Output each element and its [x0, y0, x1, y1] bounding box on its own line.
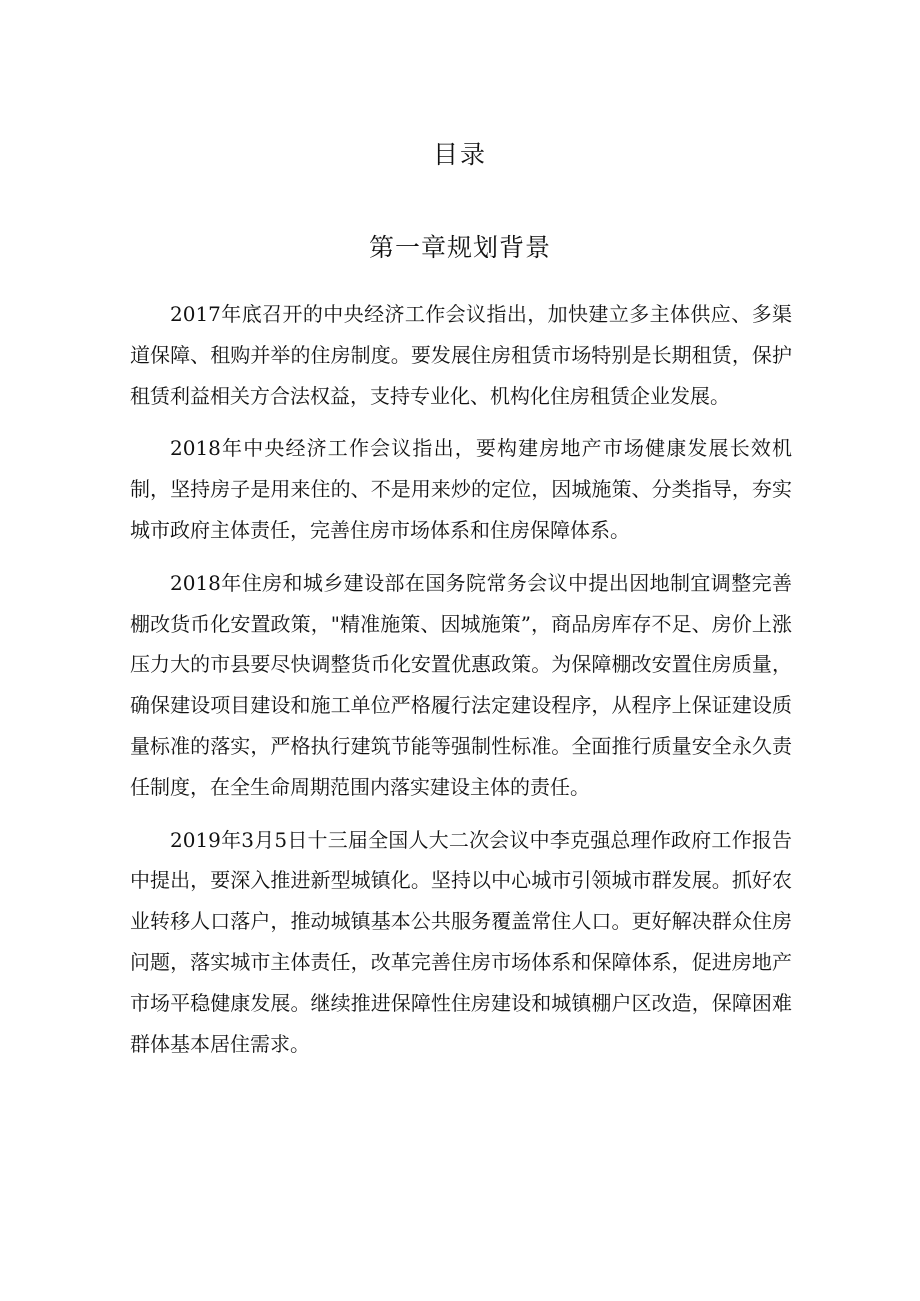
paragraph-3: 2018年住房和城乡建设部在国务院常务会议中提出因地制宜调整完善棚改货币化安置政策，"精准施策、因城施策”，商品房库存不足、房价上涨压力大的市县要尽快调整货币化安置优惠政策。为保障棚改安置住房质量，确保建设项目建设和施工单位严格履行法定建设程序，从程序上保证建设质量标准的落实，严格执行建筑节能等强制性标准。全面推行质量安全永久责任制度，在全生命周期范围内落实建设主体的责任。	[130, 570, 792, 799]
paragraph-1: 2017年底召开的中央经济工作会议指出，加快建立多主体供应、多渠道保障、租购并举的住房制度。要发展住房租赁市场特别是长期租赁，保护租赁利益相关方合法权益，支持专业化、机构化住房租赁企业发展。	[130, 302, 792, 408]
toc-title: 目录	[432, 140, 487, 169]
paragraph-4: 2019年3月5日十三届全国人大二次会议中李克强总理作政府工作报告中提出，要深入推进新型城镇化。坚持以中心城市引领城市群发展。抓好农业转移人口落户，推动城镇基本公共服务覆盖常住人口。更好解决群众住房问题，落实城市主体责任，改革完善住房市场体系和保障体系，促进房地产市场平稳健康发展。继续推进保障性住房建设和城镇棚户区改造，保障困难群体基本居住需求。	[130, 827, 792, 1056]
paragraph-2: 2018年中央经济工作会议指出，要构建房地产市场健康发展长效机制，坚持房子是用来住的、不是用来炒的定位，因城施策、分类指导，夯实城市政府主体责任，完善住房市场体系和住房保障体系。	[130, 436, 792, 542]
body-text	[130, 294, 792, 1076]
chapter-title: 第一章规划背景	[368, 233, 551, 262]
